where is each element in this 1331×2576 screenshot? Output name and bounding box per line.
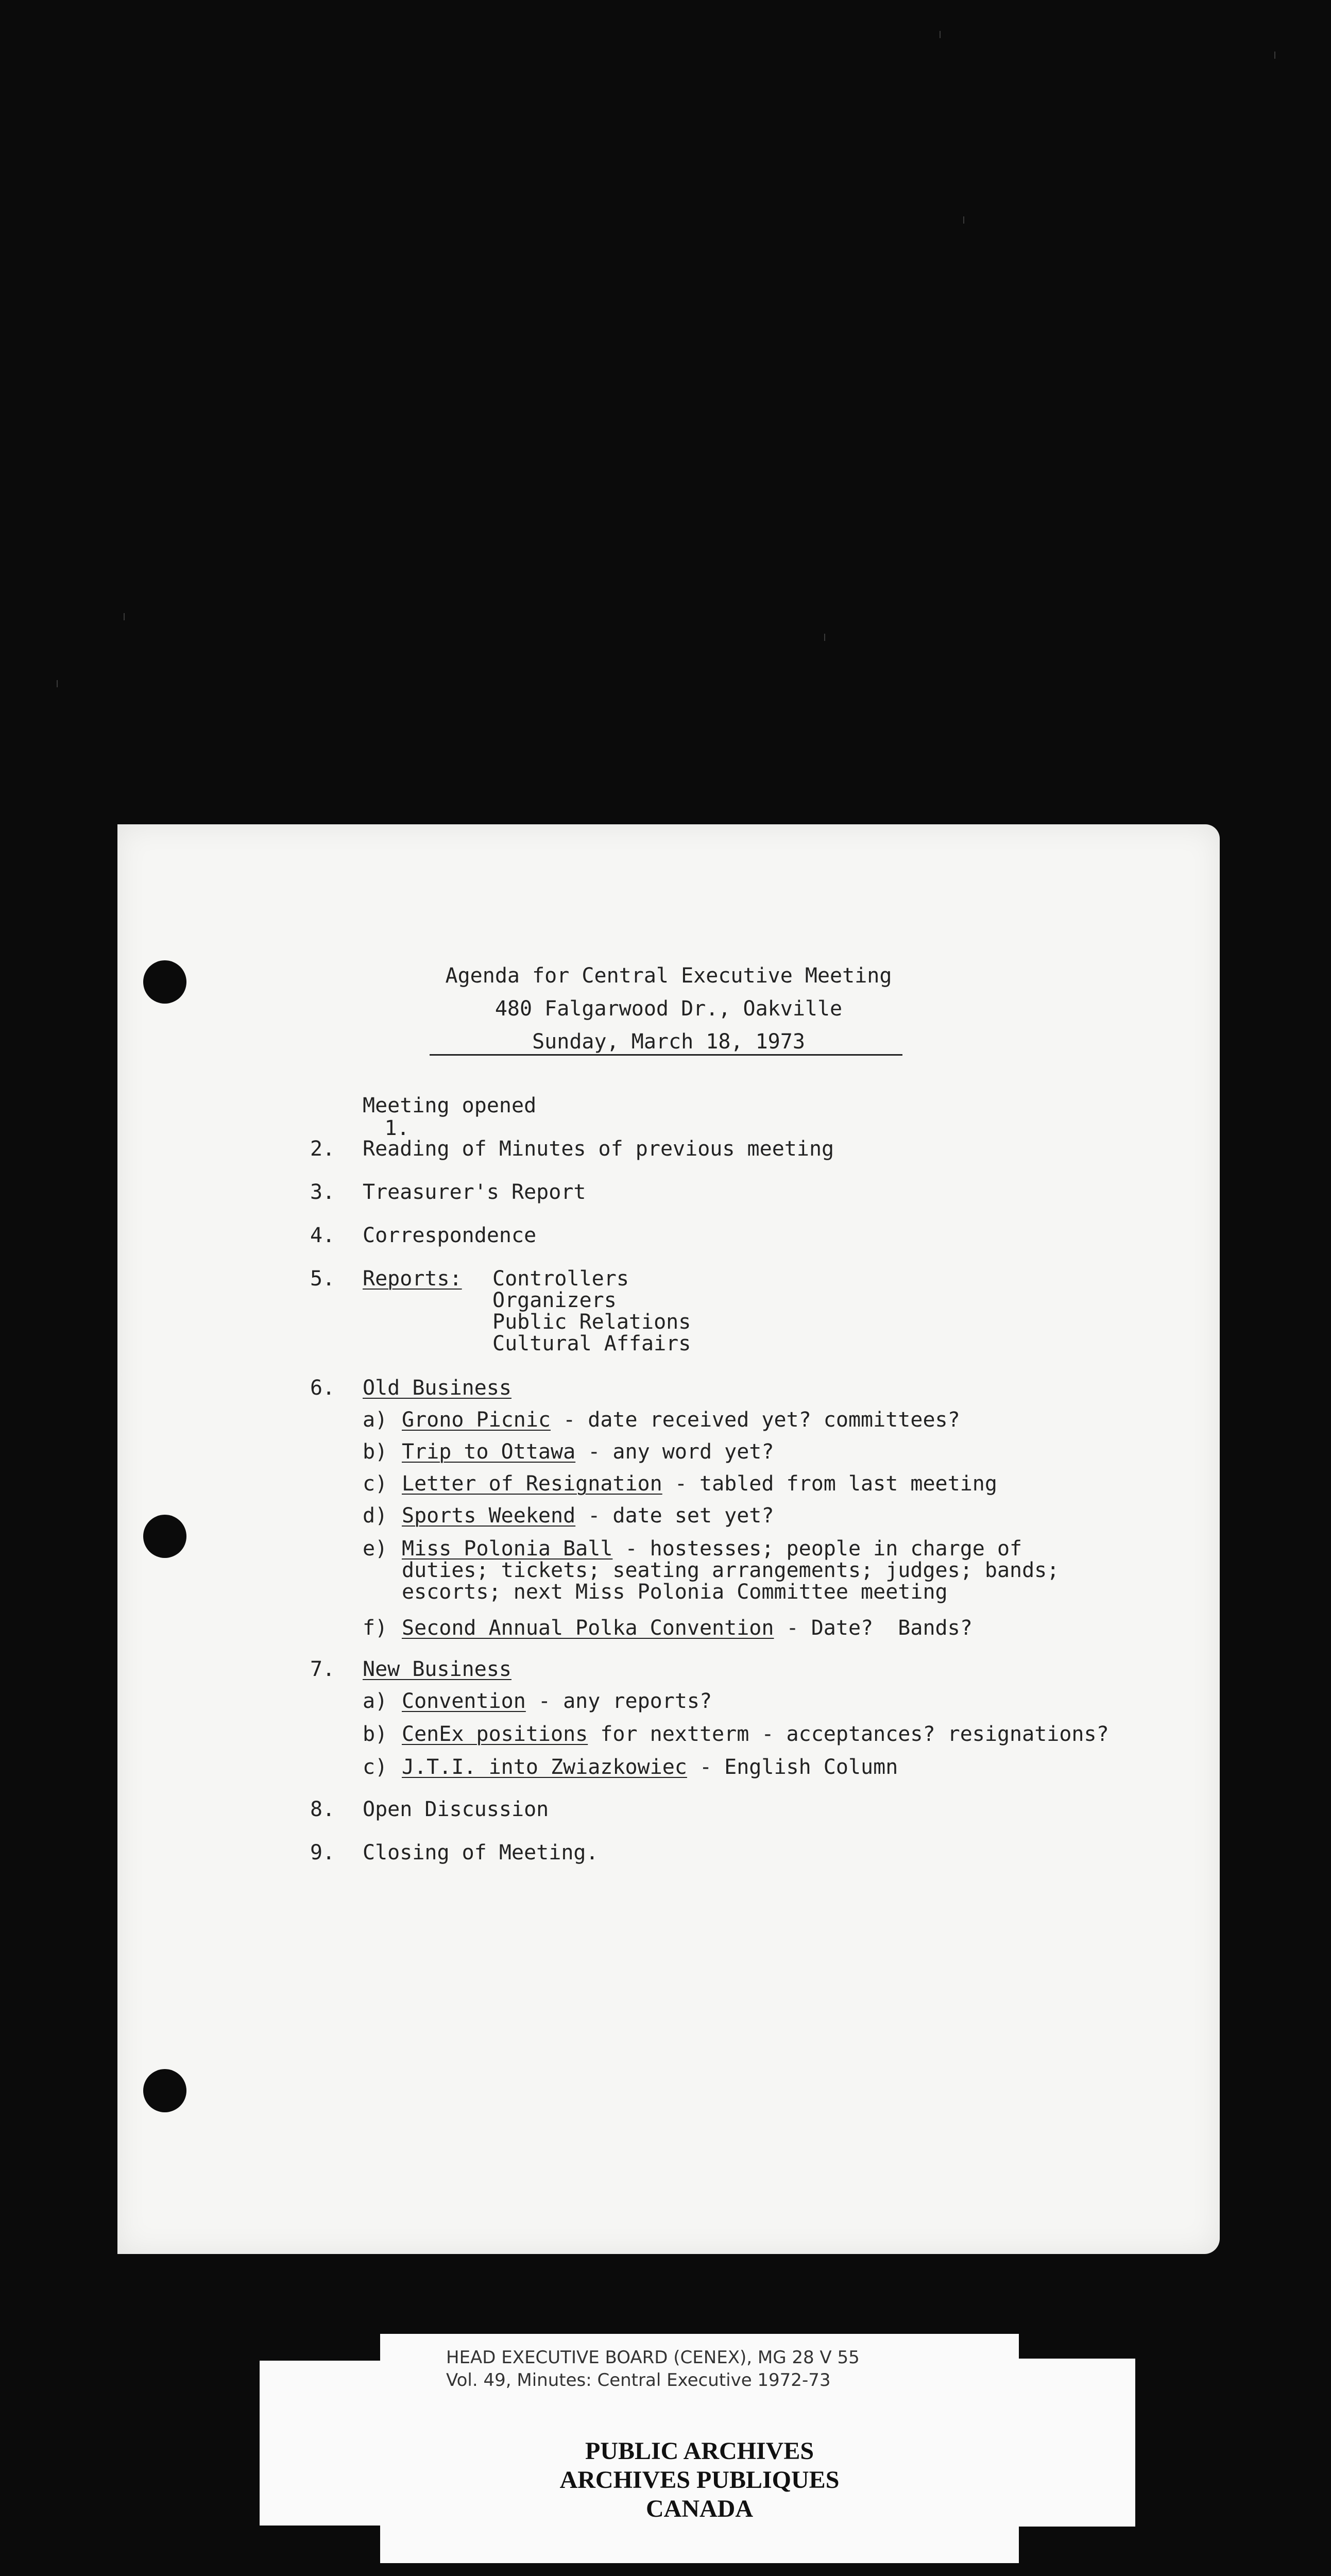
- subitem-letter: b): [363, 1440, 388, 1464]
- archive-stamp-line: CANADA: [646, 2495, 753, 2522]
- film-speck: [963, 216, 964, 224]
- agenda-item-text: Meeting opened: [363, 1094, 537, 1117]
- subitem-line: [402, 1617, 972, 1639]
- archive-label-inner-right: [1015, 2421, 1046, 2526]
- subitem-title: Grono Picnic: [402, 1408, 551, 1432]
- subitem-detail: - hostesses; people in charge of: [612, 1537, 1022, 1561]
- reports-label: Reports:: [363, 1267, 462, 1291]
- item-number: 4.: [310, 1224, 335, 1247]
- item-number: 8.: [310, 1798, 335, 1821]
- film-speck: [124, 613, 125, 620]
- subitem-letter: c): [363, 1755, 388, 1779]
- report-subitem: Public Relations: [492, 1310, 691, 1334]
- film-speck: [940, 31, 941, 38]
- subitem-line: [402, 1756, 898, 1778]
- item-number: 1.: [384, 1116, 409, 1140]
- subitem-line: [402, 1537, 1022, 1560]
- report-subitem: Cultural Affairs: [492, 1332, 691, 1355]
- subitem-letter: f): [363, 1616, 388, 1640]
- subitem-detail: - date received yet? committees?: [550, 1408, 960, 1432]
- subitem-title: Convention: [402, 1689, 526, 1713]
- archive-stamp-line: PUBLIC ARCHIVES: [585, 2437, 814, 2465]
- subitem-line: [402, 1472, 997, 1495]
- item-number: 2.: [310, 1137, 335, 1161]
- agenda-item-text: Treasurer's Report: [363, 1180, 586, 1204]
- report-subitem: Controllers: [492, 1267, 629, 1291]
- subitem-line: [402, 1504, 774, 1527]
- archive-stamp: [380, 2437, 1019, 2523]
- agenda-item-text: Reading of Minutes of previous meeting: [363, 1137, 834, 1161]
- agenda-item-text: Closing of Meeting.: [363, 1841, 599, 1865]
- subitem-line: [402, 1723, 1109, 1745]
- agenda-item-text: Open Discussion: [363, 1798, 549, 1821]
- item-number: 5.: [310, 1267, 335, 1291]
- meeting-address: 480 Falgarwood Dr., Oakville: [494, 997, 843, 1021]
- subitem-title: Sports Weekend: [402, 1504, 576, 1528]
- subitem-detail: for nextterm - acceptances? resignations?: [588, 1722, 1109, 1746]
- archive-reference: [446, 2346, 860, 2392]
- subitem-letter: c): [363, 1472, 388, 1496]
- item-number: 9.: [310, 1841, 335, 1865]
- subitem-letter: b): [363, 1722, 388, 1746]
- subitem-title: CenEx positions: [402, 1722, 588, 1746]
- agenda-title: Agenda for Central Executive Meeting: [445, 964, 892, 988]
- subitem-letter: a): [363, 1408, 388, 1432]
- film-speck: [57, 680, 58, 687]
- subitem-continuation: duties; tickets; seating arrangements; judges; bands;: [402, 1558, 1060, 1582]
- subitem-letter: d): [363, 1504, 388, 1528]
- film-speck: [824, 634, 825, 641]
- item-number: 7.: [310, 1657, 335, 1681]
- subitem-letter: e): [363, 1537, 388, 1561]
- subitem-detail: - date set yet?: [575, 1504, 774, 1528]
- archive-label: [380, 2334, 1019, 2563]
- item-number: 3.: [310, 1180, 335, 1204]
- meeting-date: Sunday, March 18, 1973: [532, 1030, 805, 1054]
- report-subitem: Organizers: [492, 1289, 617, 1312]
- subitem-title: Second Annual Polka Convention: [402, 1616, 774, 1640]
- subitem-title: Miss Polonia Ball: [402, 1537, 613, 1561]
- archive-stamp-line: ARCHIVES PUBLIQUES: [559, 2466, 840, 2494]
- item-number: 6.: [310, 1376, 335, 1400]
- agenda-page: [117, 824, 1220, 2254]
- subitem-detail: - Date? Bands?: [774, 1616, 972, 1640]
- subitem-title: J.T.I. into Zwiazkowiec: [402, 1755, 687, 1779]
- subitem-continuation: escorts; next Miss Polonia Committee meeting: [402, 1580, 948, 1604]
- old-business-label: Old Business: [363, 1376, 511, 1400]
- subitem-detail: - tabled from last meeting: [662, 1472, 997, 1496]
- subitem-detail: - any word yet?: [575, 1440, 774, 1464]
- subitem-line: [402, 1690, 712, 1713]
- subitem-detail: - English Column: [687, 1755, 898, 1779]
- subitem-detail: - any reports?: [525, 1689, 712, 1713]
- archive-reference-line: HEAD EXECUTIVE BOARD (CENEX), MG 28 V 55: [446, 2347, 860, 2368]
- subitem-title: Trip to Ottawa: [402, 1440, 576, 1464]
- subitem-letter: a): [363, 1689, 388, 1713]
- agenda-item-text: Correspondence: [363, 1224, 537, 1247]
- subitem-title: Letter of Resignation: [402, 1472, 662, 1496]
- new-business-label: New Business: [363, 1657, 511, 1681]
- subitem-line: [402, 1440, 774, 1463]
- subitem-line: [402, 1409, 960, 1431]
- agenda-list: [117, 824, 1220, 2254]
- film-speck: [1274, 52, 1275, 59]
- archive-reference-line: Vol. 49, Minutes: Central Executive 1972-73: [446, 2370, 831, 2391]
